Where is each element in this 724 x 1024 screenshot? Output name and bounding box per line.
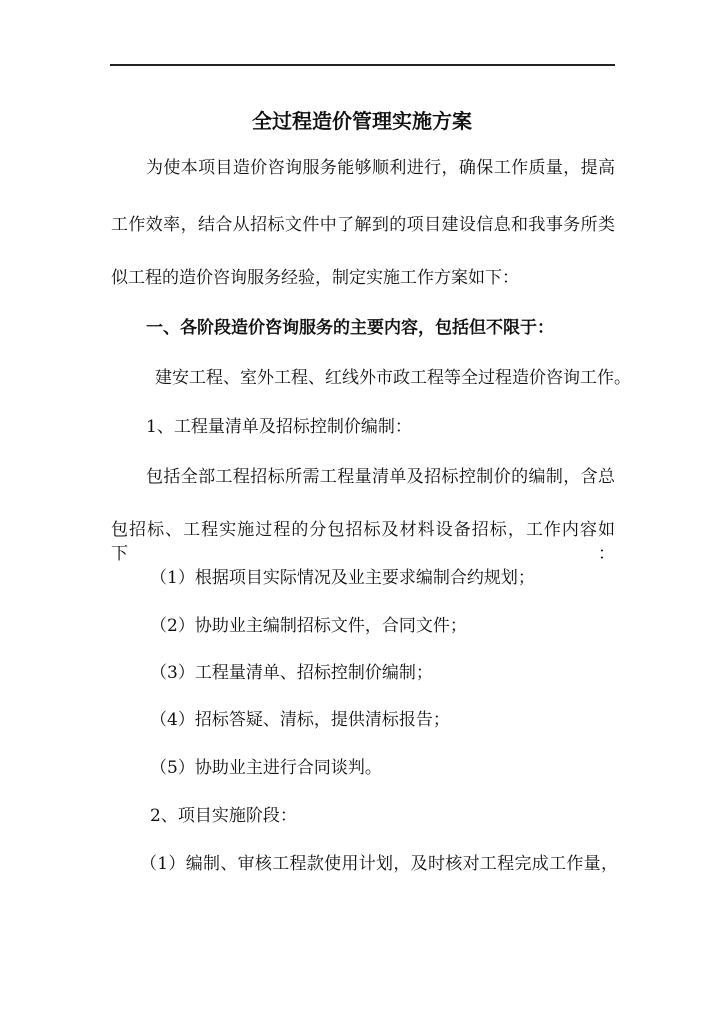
list-item: （1）编制、审核工程款使用计划，及时核对工程完成工作量， [140,854,618,874]
section-heading: 一、各阶段造价咨询服务的主要内容，包括但不限于： [146,318,554,338]
list-item: （3）工程量清单、招标控制价编制； [150,663,433,683]
document-title: 全过程造价管理实施方案 [252,109,472,133]
subsection-1-desc-line-1: 包括全部工程招标所需工程量清单及招标控制价的编制，含总 [146,467,615,487]
subsection-1-heading: 1、工程量清单及招标控制价编制： [146,417,412,437]
scope-text: 建安工程、室外工程、红线外市政工程等全过程造价咨询工作。 [155,368,631,388]
list-item: （5）协助业主进行合同谈判。 [150,758,382,778]
intro-line-1: 为使本项目造价咨询服务能够顺利进行，确保工作质量，提高 [146,158,615,178]
intro-line-2: 工作效率，结合从招标文件中了解到的项目建设信息和我事务所类 [111,215,615,235]
subsection-2-heading: 2、项目实施阶段： [150,806,297,826]
list-item: （4）招标答疑、清标，提供清标报告； [150,710,450,730]
subsection-1-desc-line-2: 包招标、工程实施过程的分包招标及材料设备招标，工作内容如下： [111,520,615,564]
list-item: （2）协助业主编制招标文件，合同文件； [150,616,467,636]
header-rule [110,64,615,66]
list-item: （1）根据项目实际情况及业主要求编制合约规划； [150,568,535,588]
intro-line-3: 似工程的造价咨询服务经验，制定实施工作方案如下： [111,268,519,288]
